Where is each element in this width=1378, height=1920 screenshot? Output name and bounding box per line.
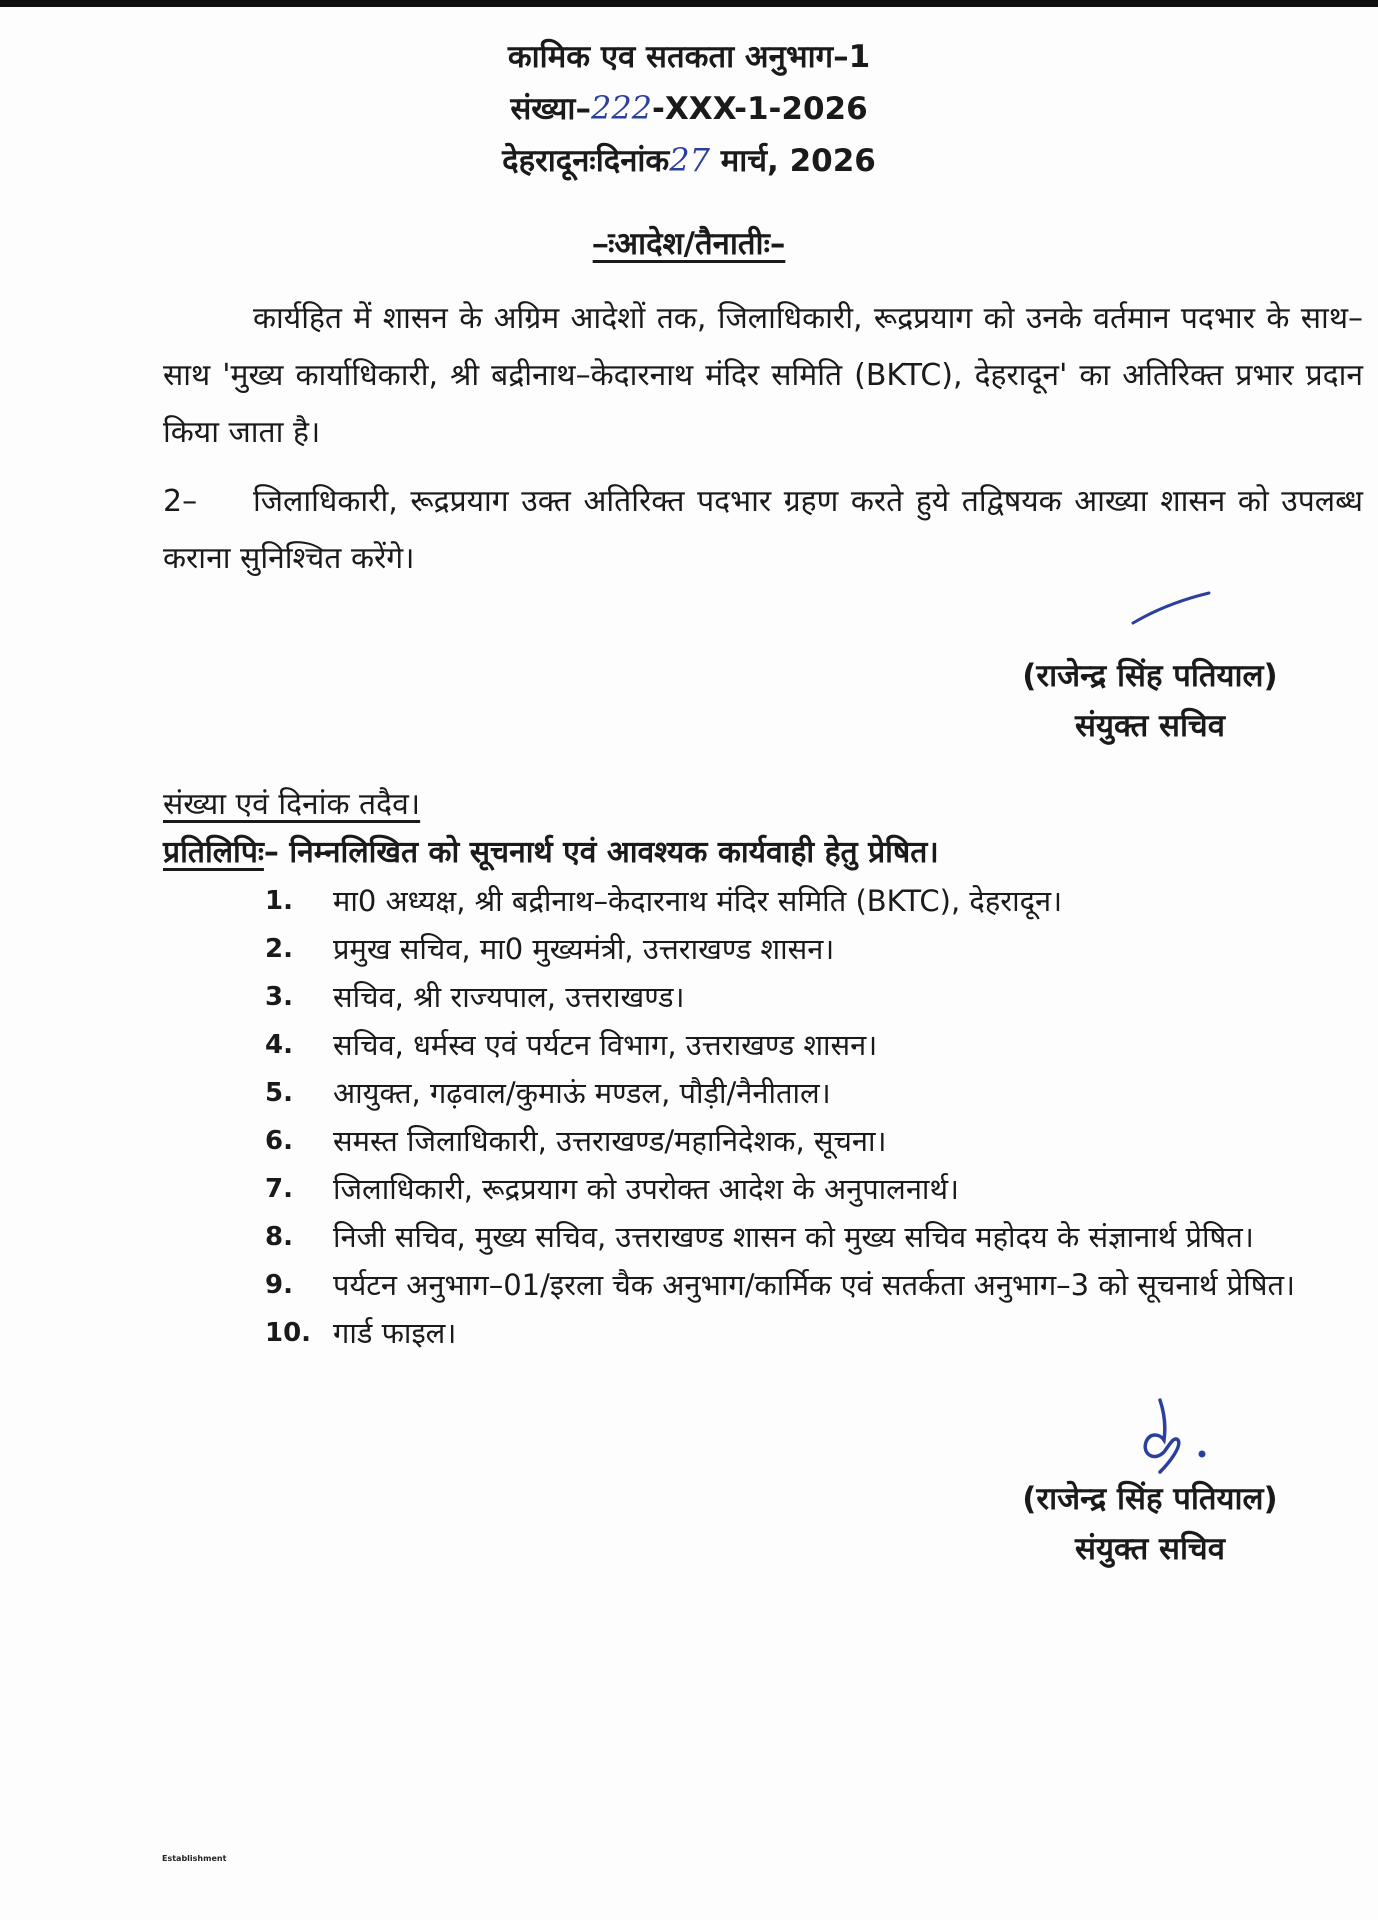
paragraph-2 bbox=[163, 473, 1363, 587]
list-item-text: गार्ड फाइल। bbox=[333, 1316, 457, 1350]
list-item bbox=[265, 1069, 1360, 1117]
list-item-number: 3. bbox=[265, 982, 293, 1012]
signatory-2-name: (राजेन्द्र सिंह पतियाल) bbox=[1022, 1481, 1278, 1517]
list-item-text: सचिव, श्री राज्यपाल, उत्तराखण्ड। bbox=[333, 980, 685, 1014]
copy-label: प्रतिलिपिः bbox=[163, 835, 264, 870]
list-item bbox=[265, 1165, 1360, 1213]
initials-signature bbox=[1130, 1392, 1220, 1482]
list-item bbox=[265, 877, 1360, 925]
list-item bbox=[265, 1117, 1360, 1165]
reference-line: संख्या एवं दिनांक तदैव। bbox=[163, 787, 421, 822]
list-item bbox=[265, 1213, 1360, 1261]
list-item-text: आयुक्त, गढ़वाल/कुमाऊं मण्डल, पौड़ी/नैनीताल। bbox=[333, 1076, 831, 1110]
signatory-1-name: (राजेन्द्र सिंह पतियाल) bbox=[1022, 658, 1278, 694]
list-item-number: 9. bbox=[265, 1270, 293, 1300]
list-item bbox=[265, 1021, 1360, 1069]
list-item-text: पर्यटन अनुभाग–01/इरला चैक अनुभाग/कार्मिक एवं सतर्कता अनुभाग–3 को सूचनार्थ प्रेषित। bbox=[333, 1268, 1295, 1302]
list-item-text: सचिव, धर्मस्व एवं पर्यटन विभाग, उत्तराखण्ड शासन। bbox=[333, 1028, 878, 1062]
paragraph-2-text: जिलाधिकारी, रूद्रप्रयाग उक्त अतिरिक्त पदभार ग्रहण करते हुये तद्विषयक आख्या शासन को उपलब्ध कराना सुनिश्चित करेंगे। bbox=[163, 484, 1363, 576]
list-item-text: समस्त जिलाधिकारी, उत्तराखण्ड/महानिदेशक, सूचना। bbox=[333, 1124, 887, 1158]
order-date-handwritten: 27 bbox=[669, 141, 710, 179]
list-item-text: जिलाधिकारी, रूद्रप्रयाग को उपरोक्त आदेश के अनुपालनार्थ। bbox=[333, 1172, 959, 1206]
top-border bbox=[0, 0, 1378, 7]
order-title bbox=[0, 222, 1378, 264]
section-heading: कामिक एव सतकता अनुभाग–1 bbox=[507, 39, 871, 75]
list-item-number: 6. bbox=[265, 1126, 293, 1156]
list-item-number: 1. bbox=[265, 886, 293, 916]
signature-mark bbox=[1130, 590, 1212, 626]
list-item bbox=[265, 925, 1360, 973]
signatory-1 bbox=[960, 651, 1340, 751]
list-item bbox=[265, 1309, 1360, 1357]
copy-forward-line bbox=[163, 830, 939, 871]
order-number-suffix: -XXX-1-2026 bbox=[652, 91, 868, 127]
copy-text: – निम्नलिखित को सूचनार्थ एवं आवश्यक कार्यवाही हेतु प्रेषित। bbox=[263, 835, 939, 870]
list-item bbox=[265, 973, 1360, 1021]
list-item-number: 8. bbox=[265, 1222, 293, 1252]
list-item-number: 5. bbox=[265, 1078, 293, 1108]
signatory-2 bbox=[960, 1474, 1340, 1574]
footer-tiny-text: Establishment bbox=[162, 1854, 227, 1863]
paragraph-1 bbox=[163, 290, 1363, 461]
paragraph-2-number: 2– bbox=[163, 484, 198, 519]
list-item-text: मा0 अध्यक्ष, श्री बद्रीनाथ–केदारनाथ मंदिर समिति (BKTC), देहरादून। bbox=[333, 884, 1063, 918]
order-number-prefix: संख्या– bbox=[510, 91, 591, 127]
paragraph-1-text: कार्यहित में शासन के अग्रिम आदेशों तक, जिलाधिकारी, रूद्रप्रयाग को उनके वर्तमान पदभार के साथ–साथ 'मुख्य कार्याधिकारी, श्री बद्रीनाथ–केदारनाथ मंदिर समिति (BKTC), देहरादून' का अतिरिक्त प्रभार प्रदान किया जाता है। bbox=[163, 301, 1363, 450]
signatory-1-designation: संयुक्त सचिव bbox=[1075, 708, 1225, 744]
order-number-handwritten: 222 bbox=[590, 89, 653, 127]
order-number bbox=[0, 87, 1378, 129]
order-title-text: –ःआदेश/तैनातीः– bbox=[592, 226, 786, 262]
list-item-number: 10. bbox=[265, 1318, 312, 1348]
document-page bbox=[0, 7, 1378, 1920]
list-item bbox=[265, 1261, 1360, 1309]
list-item-text: निजी सचिव, मुख्य सचिव, उत्तराखण्ड शासन को मुख्य सचिव महोदय के संज्ञानार्थ प्रेषित। bbox=[333, 1220, 1254, 1254]
copy-list bbox=[265, 877, 1360, 1357]
signatory-2-designation: संयुक्त सचिव bbox=[1075, 1531, 1225, 1567]
list-item-number: 2. bbox=[265, 934, 293, 964]
order-date-prefix: देहरादूनःदिनांक bbox=[502, 143, 670, 179]
list-item-number: 7. bbox=[265, 1174, 293, 1204]
order-date bbox=[0, 139, 1378, 181]
list-item-text: प्रमुख सचिव, मा0 मुख्यमंत्री, उत्तराखण्ड शासन। bbox=[333, 932, 835, 966]
order-date-suffix: मार्च, 2026 bbox=[709, 143, 876, 179]
list-item-number: 4. bbox=[265, 1030, 293, 1060]
